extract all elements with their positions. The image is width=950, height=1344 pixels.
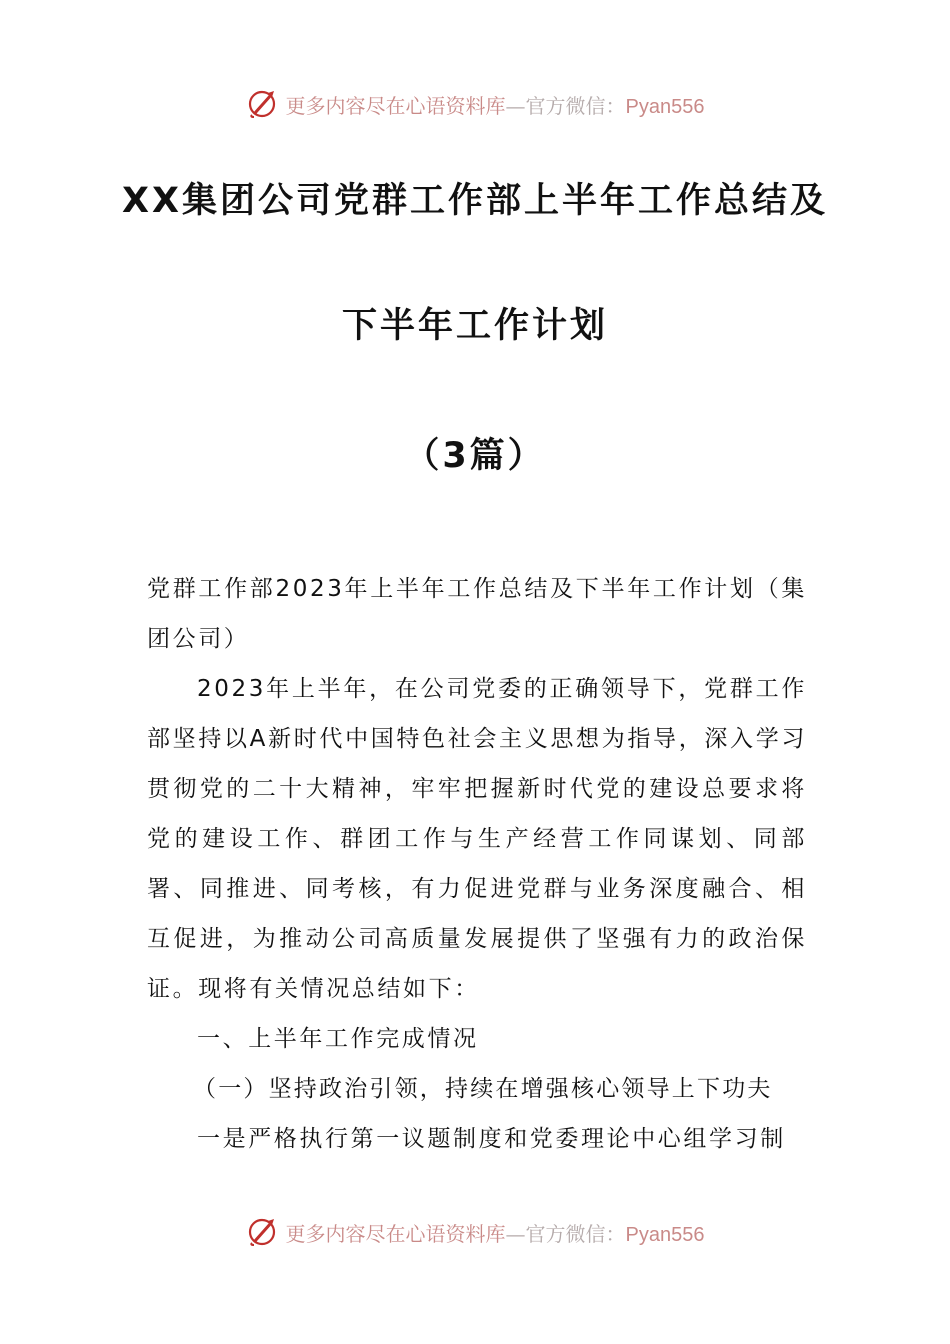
- pen-logo-icon: [246, 87, 280, 121]
- watermark-dash: —: [505, 93, 526, 118]
- watermark-wechat-id: Pyan556: [625, 1223, 705, 1246]
- watermark-dash: —: [505, 1221, 526, 1246]
- document-title-line-1: XX集团公司党群工作部上半年工作总结及: [122, 181, 828, 221]
- watermark-wechat-id: Pyan556: [625, 95, 705, 118]
- watermark-prefix: 更多内容尽在心语资料库: [285, 93, 506, 118]
- watermark-prefix: 更多内容尽在心语资料库: [285, 1221, 506, 1246]
- document-title-count: （3篇）: [404, 436, 546, 476]
- header-watermark: [0, 84, 950, 124]
- paragraph-start: 一是严格执行第一议题制度和党委理论中心组学习制: [197, 1126, 786, 1152]
- document-title-line-2: 下半年工作计划: [341, 306, 608, 346]
- document-body: [147, 564, 807, 1164]
- watermark-text: [286, 1218, 705, 1247]
- watermark-text: [286, 90, 705, 119]
- footer-watermark: [0, 1212, 950, 1252]
- subsection-heading: （一）坚持政治引领，持续在增强核心领导上下功夫: [193, 1076, 773, 1102]
- intro-paragraph: 2023年上半年，在公司党委的正确领导下，党群工作部坚持以A新时代中国特色社会主义思想为指导，深入学习贯彻党的二十大精神，牢牢把握新时代党的建设总要求将党的建设工作、群团工作与生产经营工作同谋划、同部署、同推进、同考核，有力促进党群与业务深度融合、相互促进，为推动公司高质量发展提供了坚强有力的政治保证。现将有关情况总结如下：: [147, 676, 807, 1002]
- watermark-wechat-label: 官方微信：: [525, 93, 626, 118]
- pen-logo-icon: [246, 1215, 280, 1249]
- watermark-wechat-label: 官方微信：: [525, 1221, 626, 1246]
- article-subtitle: 党群工作部2023年上半年工作总结及下半年工作计划（集团公司）: [147, 576, 807, 652]
- section-heading: 一、上半年工作完成情况: [197, 1026, 479, 1052]
